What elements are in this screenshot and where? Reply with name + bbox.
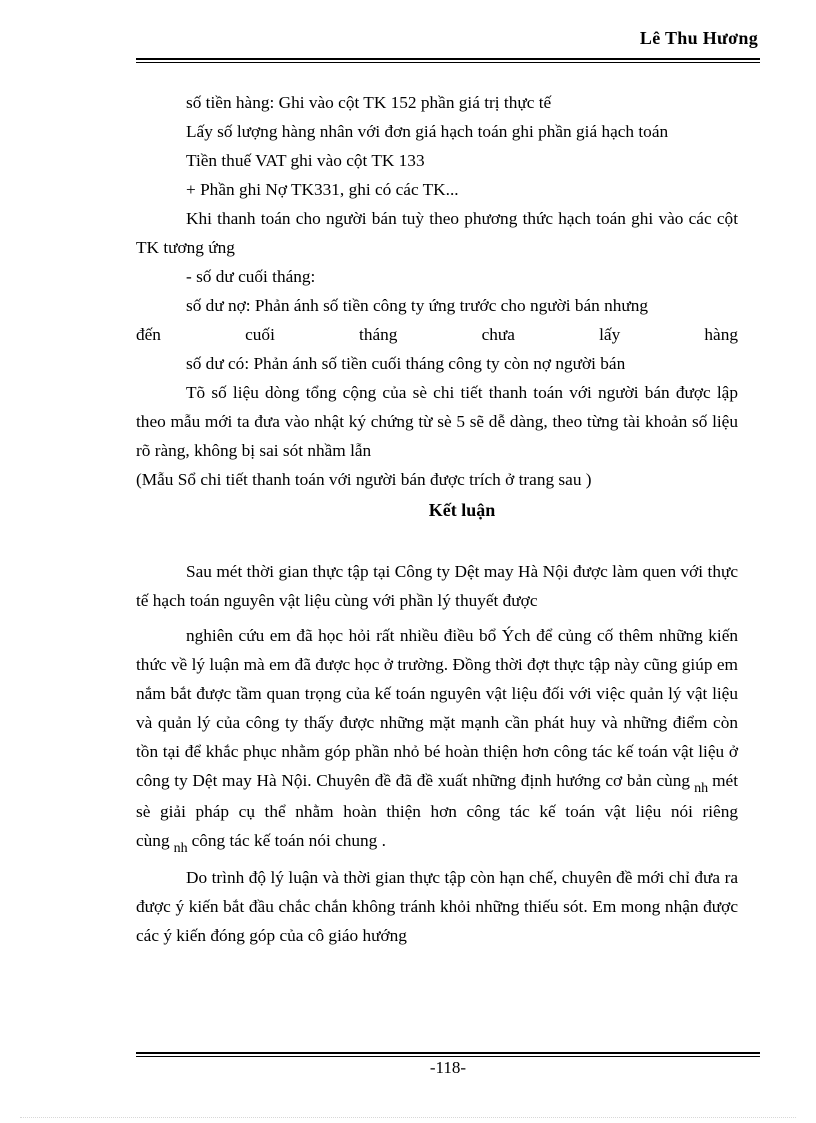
conclusion-text: nghiên cứu em đã học hỏi rất nhiều điều bổ Ých để củng cố thêm những kiến thức về lý luận mà em đã được học ở trường. Đồng thời đợt thực tập này cũng giúp em nắm bắt được tầm quan trọng của kế toán nguyên vật liệu đối với việc quản lý vật liệu và quản lý của công ty thấy được những mặt mạnh cần phát huy và những điểm còn tồn tại để khắc phục nhằm góp phần nhỏ bé hoàn thiện hơn công tác kế toán vật liệu ở công ty Dệt may Hà Nội. Chuyên đề đã đề xuất những định hướng cơ bản cùng bbox=[136, 626, 738, 790]
paragraph: (Mẫu Sổ chi tiết thanh toán với người bán được trích ở trang sau ) bbox=[136, 470, 592, 489]
header-rule bbox=[136, 58, 760, 63]
subscript-fragment: nh bbox=[694, 781, 709, 796]
paragraph: đến cuối tháng chưa lấy hàng bbox=[136, 325, 738, 344]
paragraph: Lấy số lượng hàng nhân với đơn giá hạch toán ghi phần giá hạch toán bbox=[186, 122, 669, 141]
header-author: Lê Thu Hương bbox=[639, 28, 758, 48]
page-edge-divider bbox=[20, 1117, 796, 1118]
conclusion-paragraph bbox=[136, 621, 738, 857]
paragraph: Tiền thuế VAT ghi vào cột TK 133 bbox=[186, 151, 425, 170]
section-heading: Kết luận bbox=[428, 500, 496, 520]
body-text bbox=[136, 88, 738, 950]
paragraph: Khi thanh toán cho người bán tuỳ theo phương thức hạch toán ghi vào các cột TK tương ứng bbox=[136, 209, 738, 257]
conclusion-paragraph: Do trình độ lý luận và thời gian thực tập còn hạn chế, chuyên đề mới chỉ đưa ra được ý kiến bắt đầu chắc chắn không tránh khỏi những thiếu sót. Em mong nhận được các ý kiến đóng góp của cô giáo hướng bbox=[136, 868, 738, 945]
footer-rule bbox=[136, 1052, 760, 1057]
conclusion-text: công tác kế toán nói chung . bbox=[191, 831, 386, 850]
conclusion-paragraph: Sau mét thời gian thực tập tại Công ty Dệt may Hà Nội được làm quen với thực tế hạch toán nguyên vật liệu cùng với phần lý thuyết được bbox=[136, 562, 738, 610]
page-number: -118- bbox=[429, 1058, 467, 1077]
paragraph: - số dư cuối tháng: bbox=[186, 267, 316, 286]
conclusion-text: mét sè giải pháp cụ thể nhằm hoàn thiện hơn công tác kế toán vật liệu nói riêng cùng bbox=[136, 771, 738, 850]
subscript-fragment: nh bbox=[173, 841, 188, 856]
paragraph: + Phần ghi Nợ TK331, ghi có các TK... bbox=[186, 180, 459, 199]
paragraph: số dư nợ: Phản ánh số tiền công ty ứng trước cho người bán nhưng bbox=[186, 296, 649, 315]
paragraph: số dư có: Phản ánh số tiền cuối tháng công ty còn nợ người bán bbox=[186, 354, 626, 373]
paragraph: Tõ số liệu dòng tổng cộng của sè chi tiết thanh toán với người bán được lập theo mẫu mới ta đưa vào nhật ký chứng từ sè 5 sẽ dễ dàng, theo từng tài khoản số liệu rõ ràng, không bị sai sót nhầm lẫn bbox=[136, 383, 738, 460]
paragraph: số tiền hàng: Ghi vào cột TK 152 phần giá trị thực tế bbox=[186, 93, 552, 112]
